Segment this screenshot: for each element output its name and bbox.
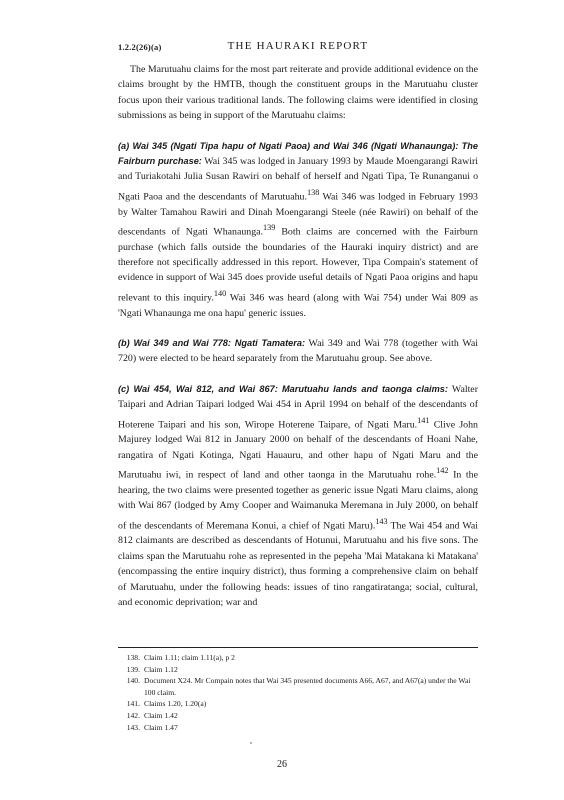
claim-paragraph-b bbox=[118, 336, 478, 367]
claim-text: Wai 346 was heard (along with Wai 754) under Wai 809 as 'Ngati Whanaunga me ona hapu' generic issues. bbox=[118, 292, 479, 319]
claim-text: The Wai 454 and Wai 812 claimants are described as descendants of Hotunui, Marutuahu and his five sons. The claims span the Marutuahu rohe as represented in the pepeha 'Mai Matakana ki Matakana' (encompassing the entire inquiry district), thus forming a comprehensive claim on behalf of Marutuahu, under the following heads: issues of tino rangatiratanga; social, cultural, and economic deprivation; war and bbox=[118, 519, 478, 608]
claim-text: Walter Taipari and Adrian Taipari lodged Wai 454 in April 1994 on behalf of the descendants of Hoterene Taipari and his son, Wirope Hoterene Taipare, of Ngati Maru. bbox=[118, 383, 478, 430]
footnote-ref[interactable]: 142 bbox=[436, 466, 449, 476]
claim-text: Both claims are concerned with the Fairburn purchase (which falls outside the boundaries of the Hauraki inquiry district) and are therefore not specifically addressed in this report. However, Tipa Compain's statement of evidence in support of Wai 345 does provide useful details of Ngati Paoa origins and hapu relevant to this inquiry. bbox=[118, 226, 478, 304]
claim-text: Clive John Majurey lodged Wai 812 in January 2000 on behalf of the descendants of Hoani Nahe, rangatira of Ngati Kotinga, Ngati Hauauru, and other hapu of Ngati Maru and the Marutuahu iwi, in respect of land and other taonga in the Marutuahu rohe. bbox=[118, 418, 478, 481]
claim-heading: (a) Wai 345 (Ngati Tipa hapu of Ngati Paoa) and Wai 346 (Ngati Whanaunga): The Fairburn purchase: bbox=[118, 140, 478, 167]
body-text bbox=[118, 62, 478, 610]
footnote-ref[interactable]: 139 bbox=[263, 222, 276, 232]
footnote-ref[interactable]: 141 bbox=[417, 415, 430, 425]
footnote bbox=[118, 675, 478, 698]
running-header bbox=[118, 40, 478, 56]
claim-text: Wai 345 was lodged in January 1993 by Maude Moengarangi Rawiri and Turiakotahi Julia Susan Rawiri on behalf of herself and Ngati Tipa, Te Runanganui o Ngati Paoa and the descendants of Marutuahu. bbox=[118, 156, 478, 203]
footnote-ref[interactable]: 140 bbox=[213, 288, 227, 298]
footnote bbox=[118, 652, 478, 664]
footnote-ref[interactable]: 143 bbox=[375, 516, 388, 526]
footnote-number: 140. bbox=[126, 676, 140, 686]
footnote-text: Claim 1.42 bbox=[144, 710, 178, 720]
claim-heading: (c) Wai 454, Wai 812, and Wai 867: Marutuahu lands and taonga claims: bbox=[118, 383, 448, 394]
footnote bbox=[118, 722, 478, 734]
footnote-number: 143. bbox=[126, 722, 140, 732]
footnote-text: Claim 1.12 bbox=[144, 664, 178, 674]
claim-heading: (b) Wai 349 and Wai 778: Ngati Tamatera: bbox=[118, 337, 306, 348]
claim-paragraph-a bbox=[118, 139, 478, 321]
section-number: 1.2.2(26)(a) bbox=[118, 42, 162, 52]
footnote bbox=[118, 710, 478, 722]
scan-speck bbox=[250, 742, 252, 744]
footnote-number: 141. bbox=[126, 699, 140, 709]
running-title: THE HAURAKI REPORT bbox=[227, 40, 369, 52]
footnote bbox=[118, 664, 478, 676]
footnote-text: Claim 1.11; claim 1.11(a), p 2 bbox=[144, 653, 235, 662]
intro-paragraph: The Marutuahu claims for the most part reiterate and provide additional evidence on the claims brought by the HMTB, though the constituent groups in the Marutuahu cluster focus upon their various traditional lands. The following claims were identified in closing submissions as being in support of the Marutuahu claims: bbox=[118, 64, 478, 122]
footnote-text: Claims 1.20, 1.20(a) bbox=[144, 699, 207, 709]
footnotes bbox=[118, 652, 478, 733]
footnote-divider bbox=[118, 647, 478, 648]
footnote-number: 142. bbox=[126, 710, 140, 720]
footnote-ref[interactable]: 138 bbox=[306, 187, 320, 197]
claim-paragraph-c bbox=[118, 382, 478, 611]
footnote-text: Document X24. Mr Compain notes that Wai 345 presented documents A66, A67, and A67(a) under the Wai 100 claim. bbox=[144, 676, 471, 697]
footnote-number: 139. bbox=[126, 664, 140, 674]
claim-text: Wai 349 and Wai 778 (together with Wai 720) were elected to be heard separately from the Marutuahu group. See above. bbox=[118, 337, 479, 365]
claim-text: Wai 346 was lodged in February 1993 by Walter Tamahou Rawiri and Dinah Moengarangi Steele (née Rawiri) on behalf of the descendants of Ngati Whanaunga. bbox=[118, 191, 478, 238]
footnote bbox=[118, 698, 478, 710]
footnote-text: Claim 1.47 bbox=[144, 722, 178, 732]
page-number: 26 bbox=[277, 759, 287, 770]
footnote-number: 138. bbox=[126, 653, 140, 662]
claim-text: In the hearing, the two claims were presented together as generic issue Ngati Maru claims, along with Wai 867 (lodged by Amy Cooper and Waimanuka Meremana in July 2000, on behalf of the descendants of Meremana Konui, a chief of Ngati Maru). bbox=[118, 469, 478, 531]
